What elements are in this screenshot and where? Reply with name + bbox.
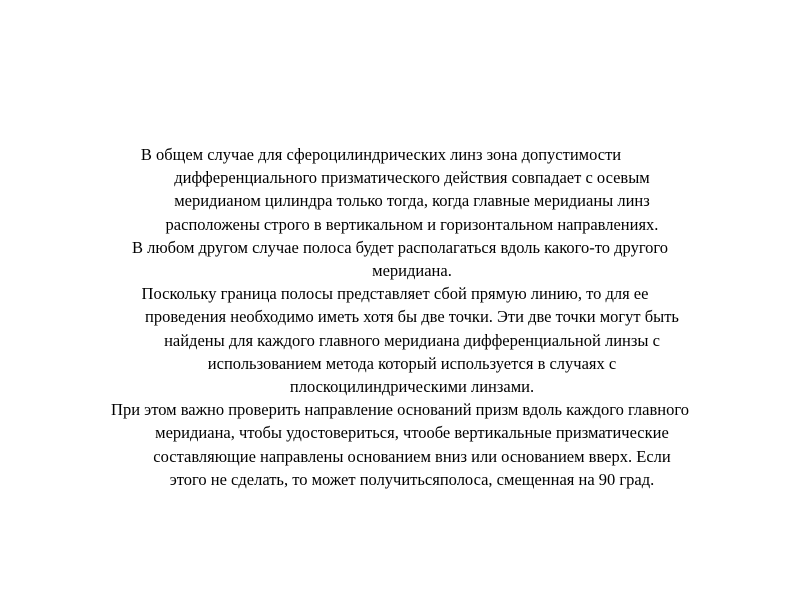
paragraph-2 <box>30 236 770 282</box>
paragraph-line: меридиана, чтобы удостовериться, чтообе вертикальные призматические <box>155 423 669 443</box>
paragraph-line: плоскоцилиндрическими линзами. <box>289 377 535 397</box>
paragraph-line: меридианом цилиндра только тогда, когда главные меридианы линз <box>174 191 650 211</box>
paragraph-line: использованием метода который используется в случаях с <box>207 353 617 373</box>
paragraph-line: проведения необходимо иметь хотя бы две точки. Эти две точки могут быть <box>145 307 679 327</box>
paragraph-3 <box>30 282 770 398</box>
paragraph-line: дифференциального призматического действия совпадает с осевым <box>174 168 650 188</box>
paragraph-line: При этом важно проверить направление оснований призм вдоль каждого главного <box>111 400 689 420</box>
paragraph-4 <box>30 398 770 491</box>
paragraph-line: В любом другом случае полоса будет располагаться вдоль какого-то другого <box>131 237 669 257</box>
slide-text-body <box>30 143 770 491</box>
paragraph-line: расположены строго в вертикальном и горизонтальном направлениях. <box>165 214 659 234</box>
paragraph-1 <box>30 143 770 236</box>
paragraph-line: этого не сделать, то может получитьсяполоса, смещенная на 90 град. <box>169 469 655 489</box>
paragraph-line: В общем случае для сфероцилиндрических линз зона допустимости <box>140 145 622 164</box>
paragraph-line: Поскольку граница полосы представляет сбой прямую линию, то для ее <box>141 284 649 304</box>
paragraph-line: меридиана. <box>372 261 452 281</box>
paragraph-line: найдены для каждого главного меридиана дифференциальной линзы с <box>164 330 660 350</box>
paragraph-line: составляющие направлены основанием вниз или основанием вверх. Если <box>153 446 671 466</box>
